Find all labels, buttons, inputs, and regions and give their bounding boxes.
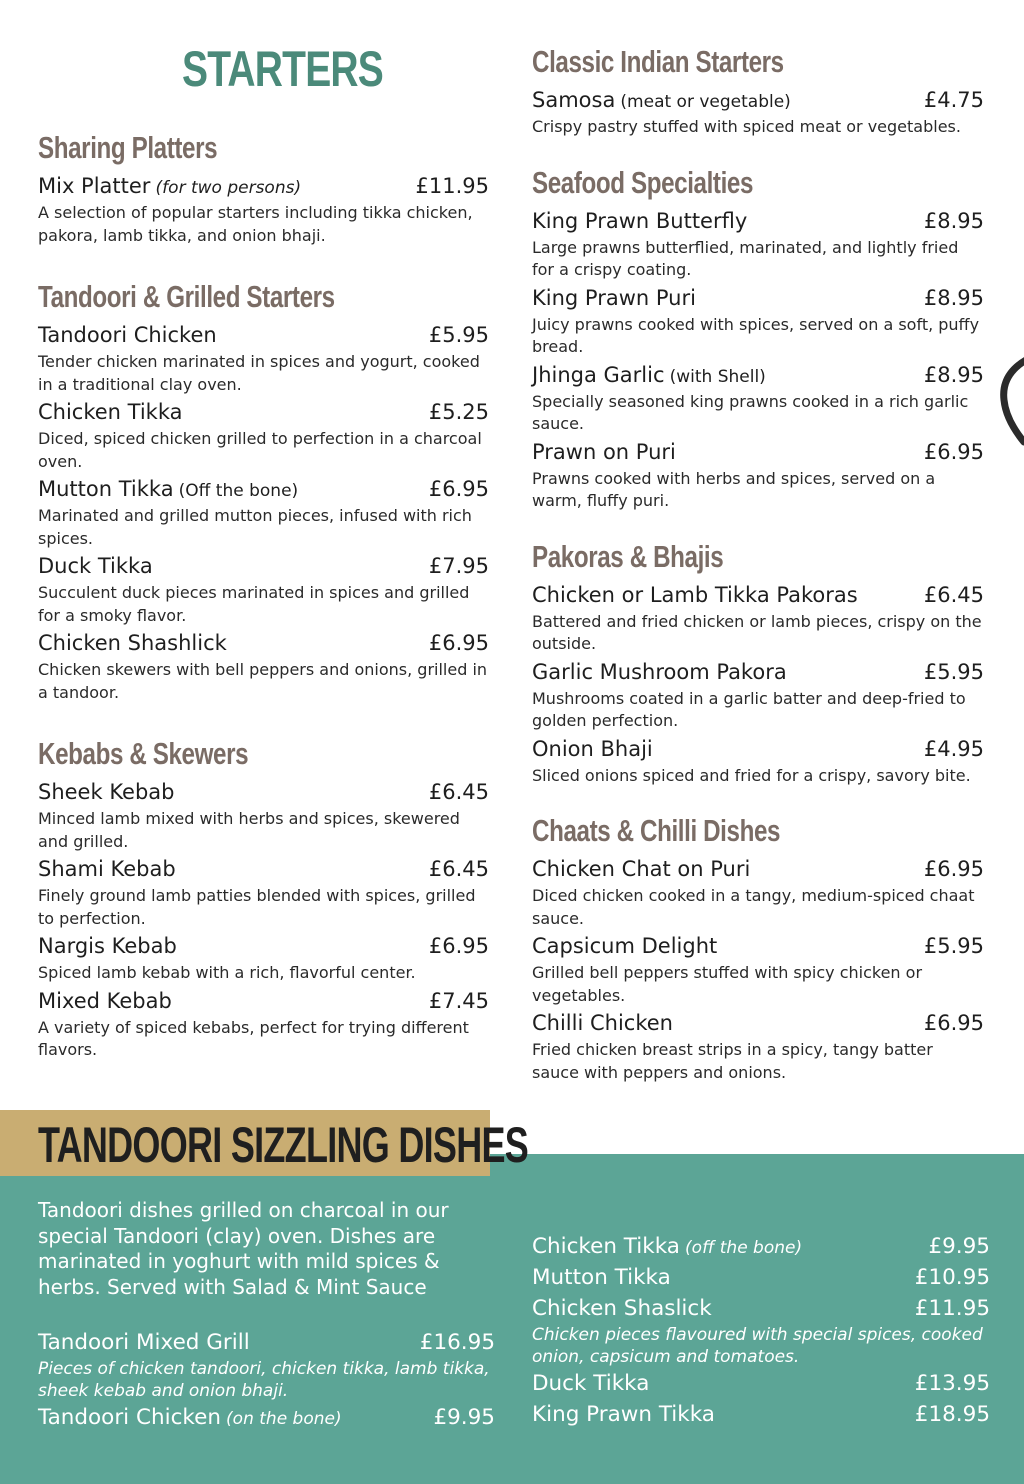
section-title: Classic Indian Starters [532,44,784,79]
tandoori-item-note: (off the bone) [685,1238,803,1258]
menu-item-row [532,440,984,468]
menu-item-name-wrap [532,1011,673,1035]
menu-item-row [38,174,489,202]
menu-item-price: £6.95 [428,631,489,655]
tandoori-item-name: Chicken Shaslick [532,1296,712,1321]
menu-item [38,477,489,550]
tandoori-item-name: King Prawn Tikka [532,1402,715,1427]
menu-item-name-wrap [532,660,787,684]
menu-item [532,737,984,788]
menu-item-name-wrap [532,286,696,310]
tandoori-item-name: Tandoori Mixed Grill [38,1330,250,1355]
menu-item-price: £6.95 [923,439,984,464]
menu-item-row [38,857,489,885]
section-title: Sharing Platters [38,130,218,165]
menu-item-name: Capsicum Delight [532,934,718,958]
menu-item-row [38,323,489,351]
menu-item-name: Mutton Tikka [38,477,174,501]
tandoori-title: TANDOORI SIZZLING DISHES [38,1117,529,1173]
menu-item-price: £6.45 [923,582,984,607]
right-menu-column [532,44,984,1084]
menu-item-price: £7.45 [428,988,489,1013]
tandoori-item-name: Tandoori Chicken [38,1405,221,1430]
menu-item-price: £11.95 [415,174,489,198]
menu-item-row [532,583,984,611]
menu-item-price: £8.95 [923,208,984,233]
menu-item-price: £5.95 [923,659,984,684]
tandoori-item-price: £16.95 [419,1330,495,1355]
menu-item [38,554,489,627]
menu-item-name-wrap [532,737,653,761]
menu-item-description: Succulent duck pieces marinated in spices and grilled for a smoky flavor. [38,583,470,625]
section-title: Kebabs & Skewers [38,736,249,771]
menu-item-name-wrap [38,323,217,347]
menu-item-price: £5.95 [923,934,984,958]
decorative-edge-icon [996,350,1024,450]
tandoori-item-row [532,1296,990,1327]
menu-item-description: Mushrooms coated in a garlic batter and deep-fried to golden perfection. [532,688,966,730]
tandoori-item-name-wrap [532,1296,712,1321]
tandoori-item-price: £18.95 [914,1402,990,1427]
section-title: Chaats & Chilli Dishes [532,813,781,848]
left-menu-column [38,130,489,1062]
menu-item-description: Grilled bell peppers stuffed with spicy chicken or vegetables. [532,963,923,1005]
tandoori-left-list [38,1330,495,1436]
section-title: Seafood Specialties [532,164,754,200]
menu-section [38,279,489,704]
tandoori-item-price: £10.95 [914,1265,990,1290]
menu-item-row [532,857,984,885]
tandoori-item-row [532,1402,990,1433]
tandoori-item-name-wrap [532,1234,802,1259]
menu-item [532,209,984,282]
menu-item-description: Juicy prawns cooked with spices, served on a soft, puffy bread. [532,314,980,356]
menu-item-description: Sliced onions spiced and fried for a crispy, savory bite. [532,765,971,785]
menu-item-price: £6.95 [428,477,489,501]
menu-item-price: £5.95 [428,323,489,347]
menu-item-name-wrap [38,989,172,1013]
menu-item [532,857,984,930]
menu-item-name: Chicken Chat on Puri [532,857,751,881]
menu-item-description: Crispy pastry stuffed with spiced meat or vegetables. [532,117,961,136]
tandoori-item-description: Chicken pieces flavoured with special spices, cooked onion, capsicum and tomatoes. [532,1325,983,1367]
menu-item-price: £5.25 [428,400,489,424]
menu-item-description: Minced lamb mixed with herbs and spices, skewered and grilled. [38,809,460,851]
tandoori-item-row [38,1330,495,1361]
menu-item-price: £8.95 [923,285,984,310]
menu-item-row [532,88,984,116]
menu-item-row [532,209,984,237]
menu-item-name: Chicken or Lamb Tikka Pakoras [532,582,858,607]
tandoori-intro: Tandoori dishes grilled on charcoal in our special Tandoori (clay) oven. Dishes are marinated in yoghurt with mild spices & herbs. Served with Salad & Mint Sauce [38,1198,449,1299]
menu-item-name: Garlic Mushroom Pakora [532,659,787,684]
menu-item-row [532,1011,984,1039]
menu-item [38,780,489,853]
menu-item-description: Tender chicken marinated in spices and yogurt, cooked in a traditional clay oven. [38,352,480,394]
menu-item-name: Chicken Tikka [38,400,183,424]
tandoori-item-name: Mutton Tikka [532,1265,671,1290]
menu-item-price: £8.95 [923,362,984,387]
menu-item-row [38,934,489,962]
menu-item-name: Duck Tikka [38,554,153,578]
menu-item-row [532,363,984,391]
menu-item-name-wrap [38,174,301,198]
menu-item-price: £6.95 [428,934,489,958]
menu-item-name-wrap [38,400,183,424]
menu-item-row [38,780,489,808]
menu-item-row [38,554,489,582]
menu-item [532,440,984,513]
menu-section [532,813,984,1084]
menu-item [532,1011,984,1084]
tandoori-item-note: (on the bone) [226,1409,342,1429]
menu-item-row [38,400,489,428]
menu-item-name: Prawn on Puri [532,439,676,464]
tandoori-item-price: £13.95 [914,1371,990,1396]
menu-item [532,363,984,436]
menu-section [38,736,489,1062]
menu-item-description: Diced, spiced chicken grilled to perfection in a charcoal oven. [38,429,482,471]
tandoori-item-name-wrap [532,1402,715,1427]
menu-item-description: Diced chicken cooked in a tangy, medium-spiced chaat sauce. [532,886,975,928]
menu-item-name-wrap [532,583,858,607]
tandoori-item-name: Duck Tikka [532,1371,650,1396]
menu-item [38,174,489,247]
tandoori-item-description: Pieces of chicken tandoori, chicken tikka, lamb tikka, sheek kebab and onion bhaji. [38,1359,490,1401]
menu-section [38,130,489,247]
menu-item-name: Mixed Kebab [38,988,172,1013]
menu-item-description: Finely ground lamb patties blended with spices, grilled to perfection. [38,886,476,928]
tandoori-item-name-wrap [38,1405,342,1430]
menu-item [38,323,489,396]
tandoori-item-name-wrap [38,1330,250,1355]
menu-item-name: Tandoori Chicken [38,323,217,347]
menu-item-name-wrap [532,857,750,881]
menu-item-note: (meat or vegetable) [620,92,791,112]
menu-item-price: £4.75 [923,88,984,112]
menu-item-description: Specially seasoned king prawns cooked in a rich garlic sauce. [532,391,969,433]
tandoori-item-row [532,1234,990,1265]
menu-item [532,660,984,733]
menu-item-note: (for two persons) [155,178,302,198]
tandoori-item-price: £9.95 [928,1234,990,1259]
menu-item-name: Chicken Shashlick [38,631,227,655]
menu-item-price: £6.45 [428,857,489,881]
menu-item-name-wrap [532,209,747,233]
menu-item-description: Spiced lamb kebab with a rich, flavorful center. [38,963,416,982]
menu-item-row [38,477,489,505]
section-title: Tandoori & Grilled Starters [38,279,335,314]
menu-item-description: Marinated and grilled mutton pieces, infused with rich spices. [38,506,472,548]
menu-item-name: Sheek Kebab [38,780,175,804]
menu-item-name: Chilli Chicken [532,1011,673,1035]
menu-item-name-wrap [532,88,791,112]
tandoori-item-row [38,1405,495,1436]
menu-item-name: Jhinga Garlic [532,362,665,387]
menu-item-name-wrap [38,477,298,501]
menu-item-description: Battered and fried chicken or lamb pieces, crispy on the outside. [532,611,982,653]
tandoori-item-price: £9.95 [433,1405,495,1430]
menu-item-name: Nargis Kebab [38,934,177,958]
menu-item-note: (Off the bone) [178,481,299,501]
menu-item-description: Large prawns butterflied, marinated, and lightly fried for a crispy coating. [532,237,959,279]
menu-item [38,400,489,473]
menu-item-note: (with Shell) [669,366,766,387]
menu-item [532,583,984,656]
menu-item-name-wrap [38,857,176,881]
page-title: STARTERS [182,41,384,97]
menu-item-name-wrap [38,780,175,804]
menu-item-description: A selection of popular starters including tikka chicken, pakora, lamb tikka, and onion bhaji. [38,203,473,245]
menu-item-name: Shami Kebab [38,857,176,881]
menu-item-name: Mix Platter [38,174,151,198]
menu-item-row [532,934,984,962]
menu-item-description: Fried chicken breast strips in a spicy, tangy batter sauce with peppers and onions. [532,1040,933,1082]
menu-item [38,857,489,930]
menu-item-price: £6.45 [428,780,489,804]
menu-item [38,934,489,985]
menu-item-description: Prawns cooked with herbs and spices, served on a warm, fluffy puri. [532,468,936,510]
tandoori-item-price: £11.95 [914,1296,990,1321]
menu-item-name: King Prawn Butterfly [532,208,748,233]
section-title: Pakoras & Bhajis [532,538,724,574]
menu-item-row [532,660,984,688]
menu-item-price: £6.95 [923,1011,984,1035]
menu-item-row [532,286,984,314]
menu-item-row [38,631,489,659]
menu-item-description: A variety of spiced kebabs, perfect for trying different flavors. [38,1017,469,1059]
menu-item-row [38,989,489,1017]
menu-item-name: Samosa [532,88,616,112]
menu-item [532,88,984,139]
tandoori-item-row [532,1265,990,1296]
tandoori-item-name-wrap [532,1265,671,1290]
menu-item-price: £6.95 [923,857,984,881]
menu-item-name: King Prawn Puri [532,285,696,310]
menu-item-name-wrap [532,934,717,958]
menu-section [532,44,984,139]
menu-item-name-wrap [38,631,227,655]
menu-item [38,989,489,1062]
menu-section [532,165,984,513]
menu-item-row [532,737,984,765]
tandoori-background-strip [0,1176,490,1196]
menu-item [532,934,984,1007]
menu-item-price: £7.95 [428,554,489,578]
tandoori-right-list [532,1234,990,1433]
tandoori-item-name: Chicken Tikka [532,1234,680,1259]
menu-item-description: Chicken skewers with bell peppers and onions, grilled in a tandoor. [38,660,488,702]
menu-section [532,539,984,788]
tandoori-item-row [532,1371,990,1402]
menu-item-name: Onion Bhaji [532,736,653,761]
menu-item-price: £4.95 [923,736,984,761]
menu-item-name-wrap [38,934,177,958]
menu-item [532,286,984,359]
menu-item-name-wrap [532,363,766,387]
menu-item-name-wrap [38,554,153,578]
menu-item-name-wrap [532,440,676,464]
tandoori-item-name-wrap [532,1371,649,1396]
menu-item [38,631,489,704]
